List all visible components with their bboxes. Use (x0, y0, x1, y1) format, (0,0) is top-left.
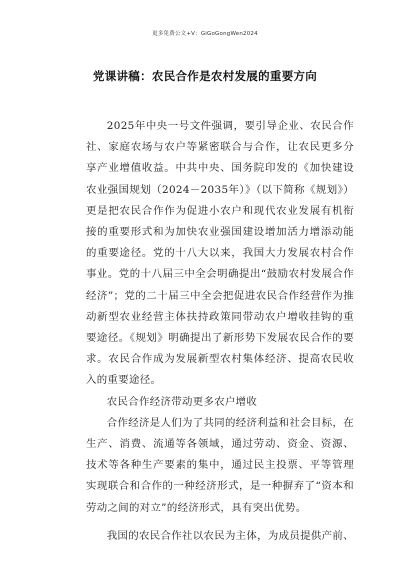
section-heading: 农民合作经济带动更多农户增收 (106, 395, 258, 408)
header-note: 更多免费公文+V：GiGoGongWen2024 (152, 31, 258, 37)
paragraph-cooperatives: 我国的农民合作社以农民为主体，为成员提供产前、 (106, 529, 354, 542)
document-title: 党课讲稿：农民合作是农村发展的重要方向 (92, 69, 318, 83)
paragraph-cooperative-economy: 合作经济是人们为了共同的经济利益和社会目标，在生产、消费、流通等各领域，通过劳动、资金、资源、技术等各种生产要素的集中，通过民主投票、平等管理实现联合和合作的一种经济形式，是一种摒弃了“资本和劳动之间的对立”的经济形式，具有突出优势。 (86, 416, 354, 514)
paragraph-intro: 2025年中央一号文件强调，要引导企业、农民合作社、家庭农场与农户等紧密联合与合作，让农民更多分享产业增值收益。中共中央、国务院印发的《加快建设农业强国规划（2024－2035年）》（以下简称《规划》）更是把农民合作作为促进小农户和现代农业发展有机衔接的重要形式和为加快农业强国建设增加活力增添动能的重要途径。党的十八大以来，我国大力发展农村合作事业。党的十八届三中全会明确提出“鼓励农村发展合作经济”；党的二十届三中全会把促进农民合作经营作为推动新型农业经营主体扶持政策同带动农户增收挂钩的重要途径。《规划》明确提出了新形势下发展农民合作的要求。农民合作成为发展新型农村集体经济、提高农民收入的重要途径。 (86, 120, 354, 387)
document-body (86, 116, 354, 547)
